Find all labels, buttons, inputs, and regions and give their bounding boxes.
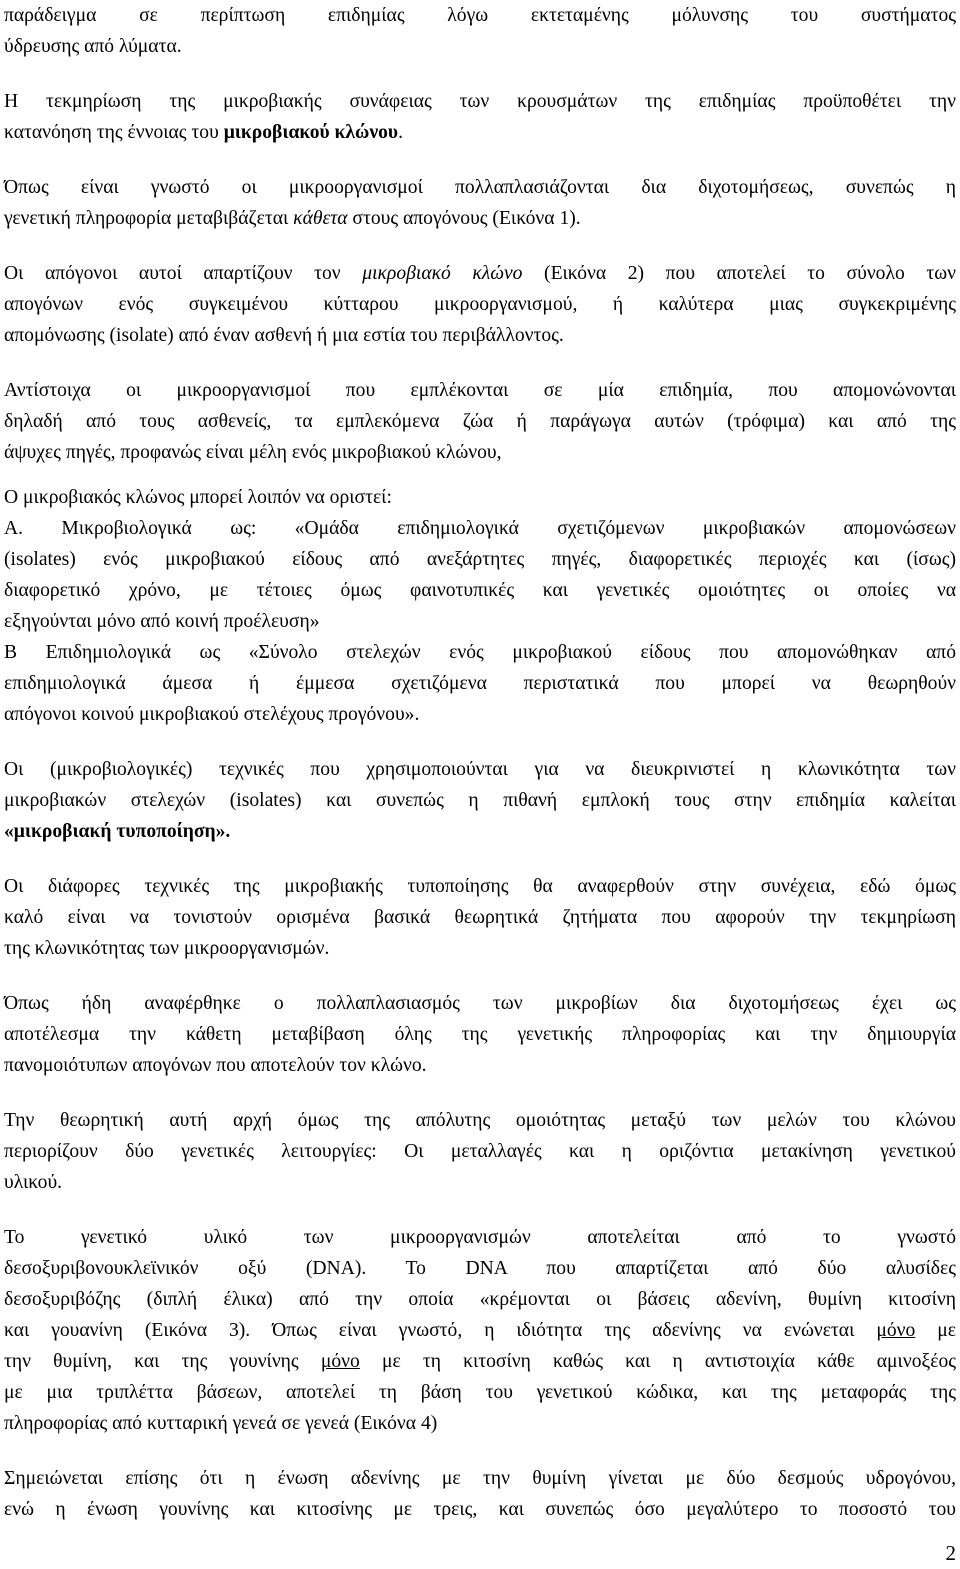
underlined-term: μόνο [320,1351,360,1372]
paragraph [4,1105,956,1198]
text-line: Η τεκμηρίωση της μικροβιακής συνάφειας των κρουσμάτων της επιδημίας προϋποθέτει την [4,91,956,112]
text-span: με [915,1320,956,1341]
text-line: υλικού. [4,1172,63,1193]
document-page [4,0,956,1525]
text-line [4,1315,956,1346]
text-span: (Εικόνα 2) που αποτελεί το σύνολο των [522,263,956,284]
text-line: αποτέλεσμα την κάθετη μεταβίβαση όλης της γενετικής πληροφορίας και την δημιουργία [4,1024,956,1045]
text-line: ύδρευσης από λύματα. [4,36,182,57]
text-line: δεσοξυριβόζης (διπλή έλικα) από την οποία «κρέμονται οι βάσεις αδενίνη, θυμίνη κιτοσίνη [4,1289,956,1310]
text-line: καλό είναι να τονιστούν ορισμένα βασικά θεωρητικά ζητήματα που αφορούν την τεκμηρίωση [4,907,956,928]
text-span: και γουανίνη (Εικόνα 3). Όπως είναι γνωστό, η ιδιότητα της αδενίνης να ενώνεται [4,1320,877,1341]
text-span: στους απογόνους (Εικόνα 1). [347,208,581,229]
paragraph [4,871,956,964]
text-line: παράδειγμα σε περίπτωση επιδημίας λόγω εκτεταμένης μόλυνσης του συστήματος [4,5,956,26]
text-line: Οι (μικροβιολογικές) τεχνικές που χρησιμοποιούνται για να διευκρινιστεί η κλωνικότητα των [4,759,956,780]
text-line: πανομοιότυπων απογόνων που αποτελούν τον κλώνο. [4,1055,427,1076]
text-line: Σημειώνεται επίσης ότι η ένωση αδενίνης με την θυμίνη γίνεται με δύο δεσμούς υδρογόνου, [4,1468,956,1489]
text-span: Οι απόγονοι αυτοί απαρτίζουν τον [4,263,363,284]
paragraph [4,258,956,351]
text-line: Α. Μικροβιολογικά ως: «Ομάδα επιδημιολογικά σχετιζόμενων μικροβιακών απομονώσεων [4,518,956,539]
text-line: άψυχες πηγές, προφανώς είναι μέλη ενός μικροβιακού κλώνου, [4,442,502,463]
text-line: απομόνωσης (isolate) από έναν ασθενή ή μια εστία του περιβάλλοντος. [4,325,564,346]
text-line: απόγονοι κοινού μικροβιακού στελέχους προγόνου». [4,704,420,725]
text-line: Όπως ήδη αναφέρθηκε ο πολλαπλασιασμός των μικροβίων δια διχοτομήσεως έχει ως [4,993,956,1014]
text-line: δεσοξυριβονουκλεϊνικόν οξύ (DNA). Το DNA που απαρτίζεται από δύο αλυσίδες [4,1258,956,1279]
text-line: Β Επιδημιολογικά ως «Σύνολο στελεχών ενός μικροβιακού είδους που απομονώθηκαν από [4,642,956,663]
text-line: περιορίζουν δύο γενετικές λειτουργίες: Οι μεταλλαγές και η οριζόντια μετακίνηση γενετικού [4,1141,956,1162]
text-line [4,117,956,148]
text-line: ενώ η ένωση γουνίνης και κιτοσίνης με τρεις, και συνεπώς όσο μεγαλύτερο το ποσοστό του [4,1499,956,1520]
text-line: Αντίστοιχα οι μικροοργανισμοί που εμπλέκονται σε μία επιδημία, που απομονώνονται [4,380,956,401]
text-span: . [398,122,404,143]
paragraph [4,0,956,62]
paragraph [4,1222,956,1439]
text-line [4,816,956,847]
paragraph [4,754,956,847]
paragraph [4,86,956,148]
text-line: διαφορετικό χρόνο, με τέτοιες όμως φαινοτυπικές και γενετικές ομοιότητες οι οποίες να [4,580,956,601]
text-line: Την θεωρητική αυτή αρχή όμως της απόλυτης ομοιότητας μεταξύ των μελών του κλώνου [4,1110,956,1131]
text-line [4,1346,956,1377]
text-line: Το γενετικό υλικό των μικροοργανισμών αποτελείται από το γνωστό [4,1227,956,1248]
paragraph [4,482,956,730]
text-line [4,203,956,234]
paragraph [4,988,956,1081]
underlined-term: μόνο [876,1320,916,1341]
text-span: κατανόηση της έννοιας του [4,122,224,143]
text-span: γενετική πληροφορία μεταβιβάζεται [4,208,294,229]
text-span: με τη κιτοσίνη καθώς και η αντιστοιχία κάθε αμινοξέος [359,1351,957,1372]
text-line: Ο μικροβιακός κλώνος μπορεί λοιπόν να οριστεί: [4,487,392,508]
italic-term: μικροβιακό κλώνο [362,263,523,284]
text-line: δηλαδή από τους ασθενείς, τα εμπλεκόμενα ζώα ή παράγωγα αυτών (τρόφιμα) και από της [4,411,956,432]
bold-term: «μικροβιακή τυποποίηση». [4,821,231,842]
text-line: (isolates) ενός μικροβιακού είδους από ανεξάρτητες πηγές, διαφορετικές περιοχές και (ίσως) [4,549,956,570]
text-line: με μια τριπλέττα βάσεων, αποτελεί τη βάση του γενετικού κώδικα, και της μεταφοράς της [4,1382,956,1403]
text-line: της κλωνικότητας των μικροοργανισμών. [4,938,330,959]
text-line: επιδημιολογικά άμεσα ή έμμεσα σχετιζόμενα περιστατικά που μπορεί να θεωρηθούν [4,673,956,694]
text-line: Οι διάφορες τεχνικές της μικροβιακής τυποποίησης θα αναφερθούν στην συνέχεια, εδώ όμως [4,876,956,897]
text-line: Όπως είναι γνωστό οι μικροοργανισμοί πολλαπλασιάζονται δια διχοτομήσεως, συνεπώς η [4,177,956,198]
text-line: μικροβιακών στελεχών (isolates) και συνεπώς η πιθανή εμπλοκή τους στην επιδημία καλείται [4,790,956,811]
text-line: απογόνων ενός συγκειμένου κύτταρου μικροοργανισμού, ή καλύτερα μιας συγκεκριμένης [4,294,956,315]
paragraph [4,1463,956,1525]
text-line: εξηγούνται μόνο από κοινή προέλευση» [4,611,320,632]
text-line [4,258,956,289]
paragraph [4,172,956,234]
text-line: πληροφορίας από κυτταρική γενεά σε γενεά (Εικόνα 4) [4,1413,438,1434]
italic-term: κάθετα [293,208,348,229]
paragraph [4,375,956,468]
page-number: 2 [945,1541,956,1565]
text-span: την θυμίνη, και της γουνίνης [4,1351,321,1372]
bold-term: μικροβιακού κλώνου [223,122,399,143]
